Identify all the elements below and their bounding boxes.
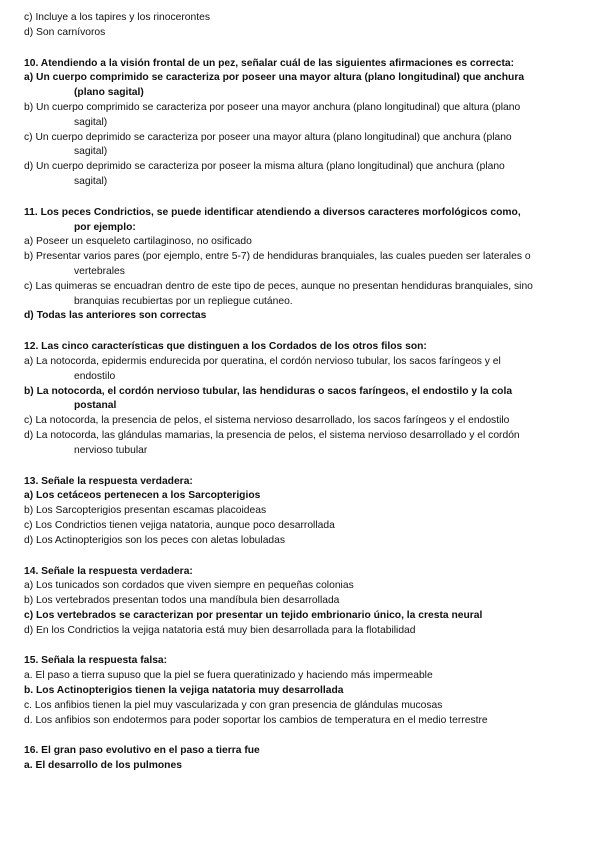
question-10-option-b-cont: sagital) bbox=[74, 116, 108, 128]
question-15-title: 15. Señala la respuesta falsa: bbox=[24, 655, 168, 667]
question-10-option-c-cont: sagital) bbox=[74, 146, 108, 158]
question-12-option-d-cont: nervioso tubular bbox=[74, 444, 148, 456]
question-12-option-a-cont: endostilo bbox=[74, 370, 116, 382]
question-13-title: 13. Señale la respuesta verdadera: bbox=[24, 475, 193, 487]
question-11-option-a: a) Poseer un esqueleto cartilaginoso, no osificado bbox=[24, 236, 252, 248]
question-10-option-d-cont: sagital) bbox=[74, 175, 108, 187]
question-15-option-d: d. Los anfibios son endotermos para poder soportar los cambios de temperatura en el medio terrestre bbox=[24, 714, 488, 726]
question-10-title: 10. Atendiendo a la visión frontal de un pez, señalar cuál de las siguientes afirmaciones es correcta: bbox=[24, 57, 515, 69]
question-14-option-d: d) En los Condrictios la vejiga natatoria está muy bien desarrollada para la flotabilidad bbox=[24, 624, 416, 636]
question-10 bbox=[24, 57, 576, 190]
question-11-title: 11. Los peces Condrictios, se puede identificar atendiendo a diversos caracteres morfológicos como, bbox=[24, 206, 521, 218]
question-12-option-d: d) La notocorda, las glándulas mamarias, la presencia de pelos, el sistema nervioso desarrollado y el cordón bbox=[24, 429, 520, 441]
question-15-option-c: c. Los anfibios tienen la piel muy vascularizada y con gran presencia de glándulas mucosas bbox=[24, 699, 443, 711]
question-12-option-a: a) La notocorda, epidermis endurecida por queratina, el cordón nervioso tubular, los sacos faríngeos y el bbox=[24, 355, 501, 367]
question-14 bbox=[24, 565, 576, 639]
question-12 bbox=[24, 340, 576, 458]
question-13 bbox=[24, 475, 576, 549]
question-14-option-a: a) Los tunicados son cordados que viven siempre en pequeñas colonias bbox=[24, 580, 354, 592]
question-11-option-b-cont: vertebrales bbox=[74, 265, 125, 277]
question-12-option-b: b) La notocorda, el cordón nervioso tubular, las hendiduras o sacos faríngeos, el endostilo y la cola bbox=[24, 385, 513, 397]
question-14-title: 14. Señale la respuesta verdadera: bbox=[24, 565, 193, 577]
question-10-option-a-cont: (plano sagital) bbox=[74, 87, 144, 99]
question-11-title-cont: por ejemplo: bbox=[74, 221, 136, 233]
question-11-option-d: d) Todas las anteriores son correctas bbox=[24, 310, 207, 322]
question-11-option-c-cont: branquias recubiertas por un repliegue cutáneo. bbox=[74, 295, 293, 307]
question-11-option-c: c) Las quimeras se encuadran dentro de este tipo de peces, aunque no presentan hendiduras branquiales, sino bbox=[24, 280, 533, 292]
question-12-option-c: c) La notocorda, la presencia de pelos, el sistema nervioso desarrollado, los sacos faríngeos y el endostilo bbox=[24, 415, 510, 427]
question-11-option-b: b) Presentar varios pares (por ejemplo, entre 5-7) de hendiduras branquiales, las cuales pueden ser laterales o bbox=[24, 251, 531, 263]
question-10-option-a: a) Un cuerpo comprimido se caracteriza por poseer una mayor altura (plano longitudinal) que anchura bbox=[24, 72, 525, 84]
question-12-option-b-cont: postanal bbox=[74, 400, 117, 412]
question-13-option-d: d) Los Actinopterigios son los peces con aletas lobuladas bbox=[24, 534, 286, 546]
question-11 bbox=[24, 206, 576, 324]
question-15-option-b: b. Los Actinopterigios tienen la vejiga natatoria muy desarrollada bbox=[24, 685, 344, 697]
question-14-option-b: b) Los vertebrados presentan todos una mandíbula bien desarrollada bbox=[24, 595, 340, 607]
question-12-title: 12. Las cinco características que distinguen a los Cordados de los otros filos son: bbox=[24, 341, 427, 353]
question-16 bbox=[24, 744, 576, 774]
question-15 bbox=[24, 654, 576, 728]
question-13-option-a: a) Los cetáceos pertenecen a los Sarcopterigios bbox=[24, 490, 261, 502]
question-13-option-b: b) Los Sarcopterigios presentan escamas placoideas bbox=[24, 505, 267, 517]
question-13-option-c: c) Los Condrictios tienen vejiga natatoria, aunque poco desarrollada bbox=[24, 519, 335, 531]
question-10-option-b: b) Un cuerpo comprimido se caracteriza por poseer una mayor anchura (plano longitudinal) que altura (plano bbox=[24, 101, 521, 113]
question-10-option-d: d) Un cuerpo deprimido se caracteriza por poseer la misma altura (plano longitudinal) que anchura (plano bbox=[24, 161, 505, 173]
question-15-option-a: a. El paso a tierra supuso que la piel se fuera queratinizado y haciendo más impermeable bbox=[24, 670, 433, 682]
document-page bbox=[24, 11, 576, 774]
option-d-prev: d) Son carnívoros bbox=[24, 26, 106, 38]
question-14-option-c: c) Los vertebrados se caracterizan por presentar un tejido embrionario único, la cresta neural bbox=[24, 609, 483, 621]
question-10-option-c: c) Un cuerpo deprimido se caracteriza por poseer una mayor altura (plano longitudinal) que anchura (plano bbox=[24, 131, 512, 143]
option-c-prev: c) Incluye a los tapires y los rinocerontes bbox=[24, 12, 210, 23]
question-16-title: 16. El gran paso evolutivo en el paso a tierra fue bbox=[24, 745, 260, 757]
question-16-option-a: a. El desarrollo de los pulmones bbox=[24, 760, 182, 772]
